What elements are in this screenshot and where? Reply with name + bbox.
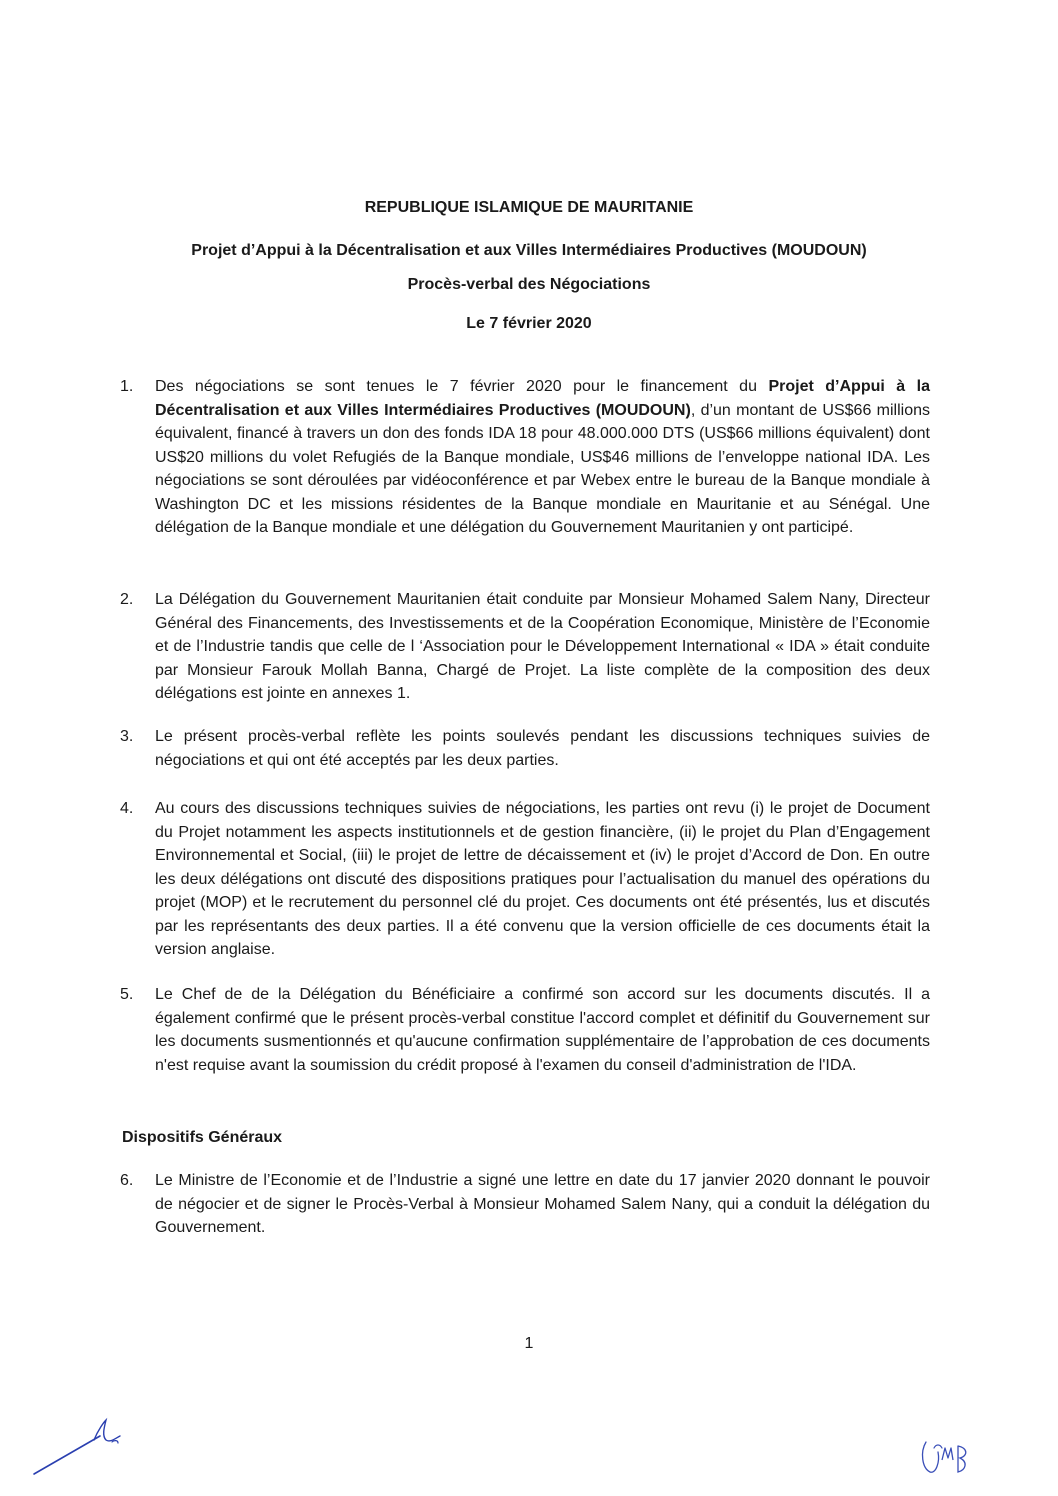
paragraph-text: Le Chef de de la Délégation du Bénéficiaire a confirmé son accord sur les documents discutés. Il a également confirmé que le présent procès-verbal constitue l'accord complet et définitif du Gouvernement sur les documents susmentionnés et qu'aucune confirmation supplémentaire de l’approbation de ces documents n'est requise avant la soumission du crédit proposé à l'examen du conseil d'administration de l'IDA. <box>155 986 930 1074</box>
paragraph-text: La Délégation du Gouvernement Mauritanien était conduite par Monsieur Mohamed Salem Nany, Directeur Général des Financements, des Investissements et de la Coopération Economique, Ministère de l’Economie et de l’Industrie tandis que celle de l ‘Association pour le Développement International « IDA » était conduite par Monsieur Farouk Mollah Banna, Chargé de Projet. La liste complète de la composition des deux délégations est jointe en annexes 1. <box>155 591 930 702</box>
paragraph-text-part: , d’un montant de US$66 millions équivalent, financé à travers un don des fonds IDA 18 pour 48.000.000 DTS (US$66 millions équivalent) dont US$20 millions du volet Refugiés de la Banque mondiale, US$46 millions de l’enveloppe national IDA. Les négociations se sont déroulées par vidéoconférence et par Webex entre le bureau de la Banque mondiale à Washington DC et les missions résidentes de la Banque mondiale en Mauritanie et au Sénégal. Une délégation de la Banque mondiale et une délégation du Gouvernement Mauritanien y ont participé. <box>155 401 931 536</box>
paragraph-text <box>155 375 930 540</box>
paragraph-number: 1. <box>120 378 134 395</box>
country-heading: REPUBLIQUE ISLAMIQUE DE MAURITANIE <box>364 199 694 216</box>
numbered-paragraph-4 <box>120 797 930 962</box>
document-date: Le 7 février 2020 <box>466 315 592 332</box>
left-signature-initials <box>30 1410 140 1480</box>
paragraph-text: Le présent procès-verbal reflète les points soulevés pendant les discussions techniques suivies de négociations et qui ont été acceptés par les deux parties. <box>155 728 930 769</box>
paragraph-number: 6. <box>120 1172 134 1189</box>
document-title: Procès-verbal des Négociations <box>407 276 651 293</box>
section-title: Dispositifs Généraux <box>122 1129 283 1146</box>
paragraph-number: 3. <box>120 728 134 745</box>
right-signature-initials <box>918 1438 978 1478</box>
paragraph-number: 2. <box>120 591 134 608</box>
paragraph-number: 5. <box>120 986 134 1003</box>
paragraph-text: Au cours des discussions techniques suivies de négociations, les parties ont revu (i) le projet de Document du Projet notamment les aspects institutionnels et de gestion financière, (ii) le projet du Plan d’Engagement Environnemental et Social, (iii) le projet de lettre de décaissement et (iv) le projet d’Accord de Don. En outre les deux délégations ont discuté des dispositions pratiques pour l’actualisation du manuel des opérations du projet (MOP) et le recrutement du personnel clé du projet. Ces documents ont été présentés, lus et discutés par les représentants des deux parties. Il a été convenu que la version officielle de ces documents était la version anglaise. <box>155 800 930 958</box>
numbered-paragraph-1 <box>120 375 930 540</box>
page-number: 1 <box>524 1335 534 1352</box>
project-name-bold: Projet d’Appui à la Décentralisation et aux Villes Intermédiaires Productives (MOUDOUN) <box>155 378 930 419</box>
numbered-paragraph-5 <box>120 983 930 1077</box>
paragraph-number: 4. <box>120 800 134 817</box>
numbered-paragraph-6 <box>120 1169 930 1240</box>
paragraph-text: Le Ministre de l’Economie et de l’Industrie a signé une lettre en date du 17 janvier 2020 donnant le pouvoir de négocier et de signer le Procès-Verbal à Monsieur Mohamed Salem Nany, qui a conduit la délégation du Gouvernement. <box>155 1172 930 1236</box>
project-title: Projet d’Appui à la Décentralisation et aux Villes Intermédiaires Productives (MOUDOUN) <box>191 242 867 259</box>
paragraph-text-part: Des négociations se sont tenues le 7 février 2020 pour le financement du <box>155 378 769 395</box>
numbered-paragraph-2 <box>120 588 930 706</box>
numbered-paragraph-3 <box>120 725 930 772</box>
